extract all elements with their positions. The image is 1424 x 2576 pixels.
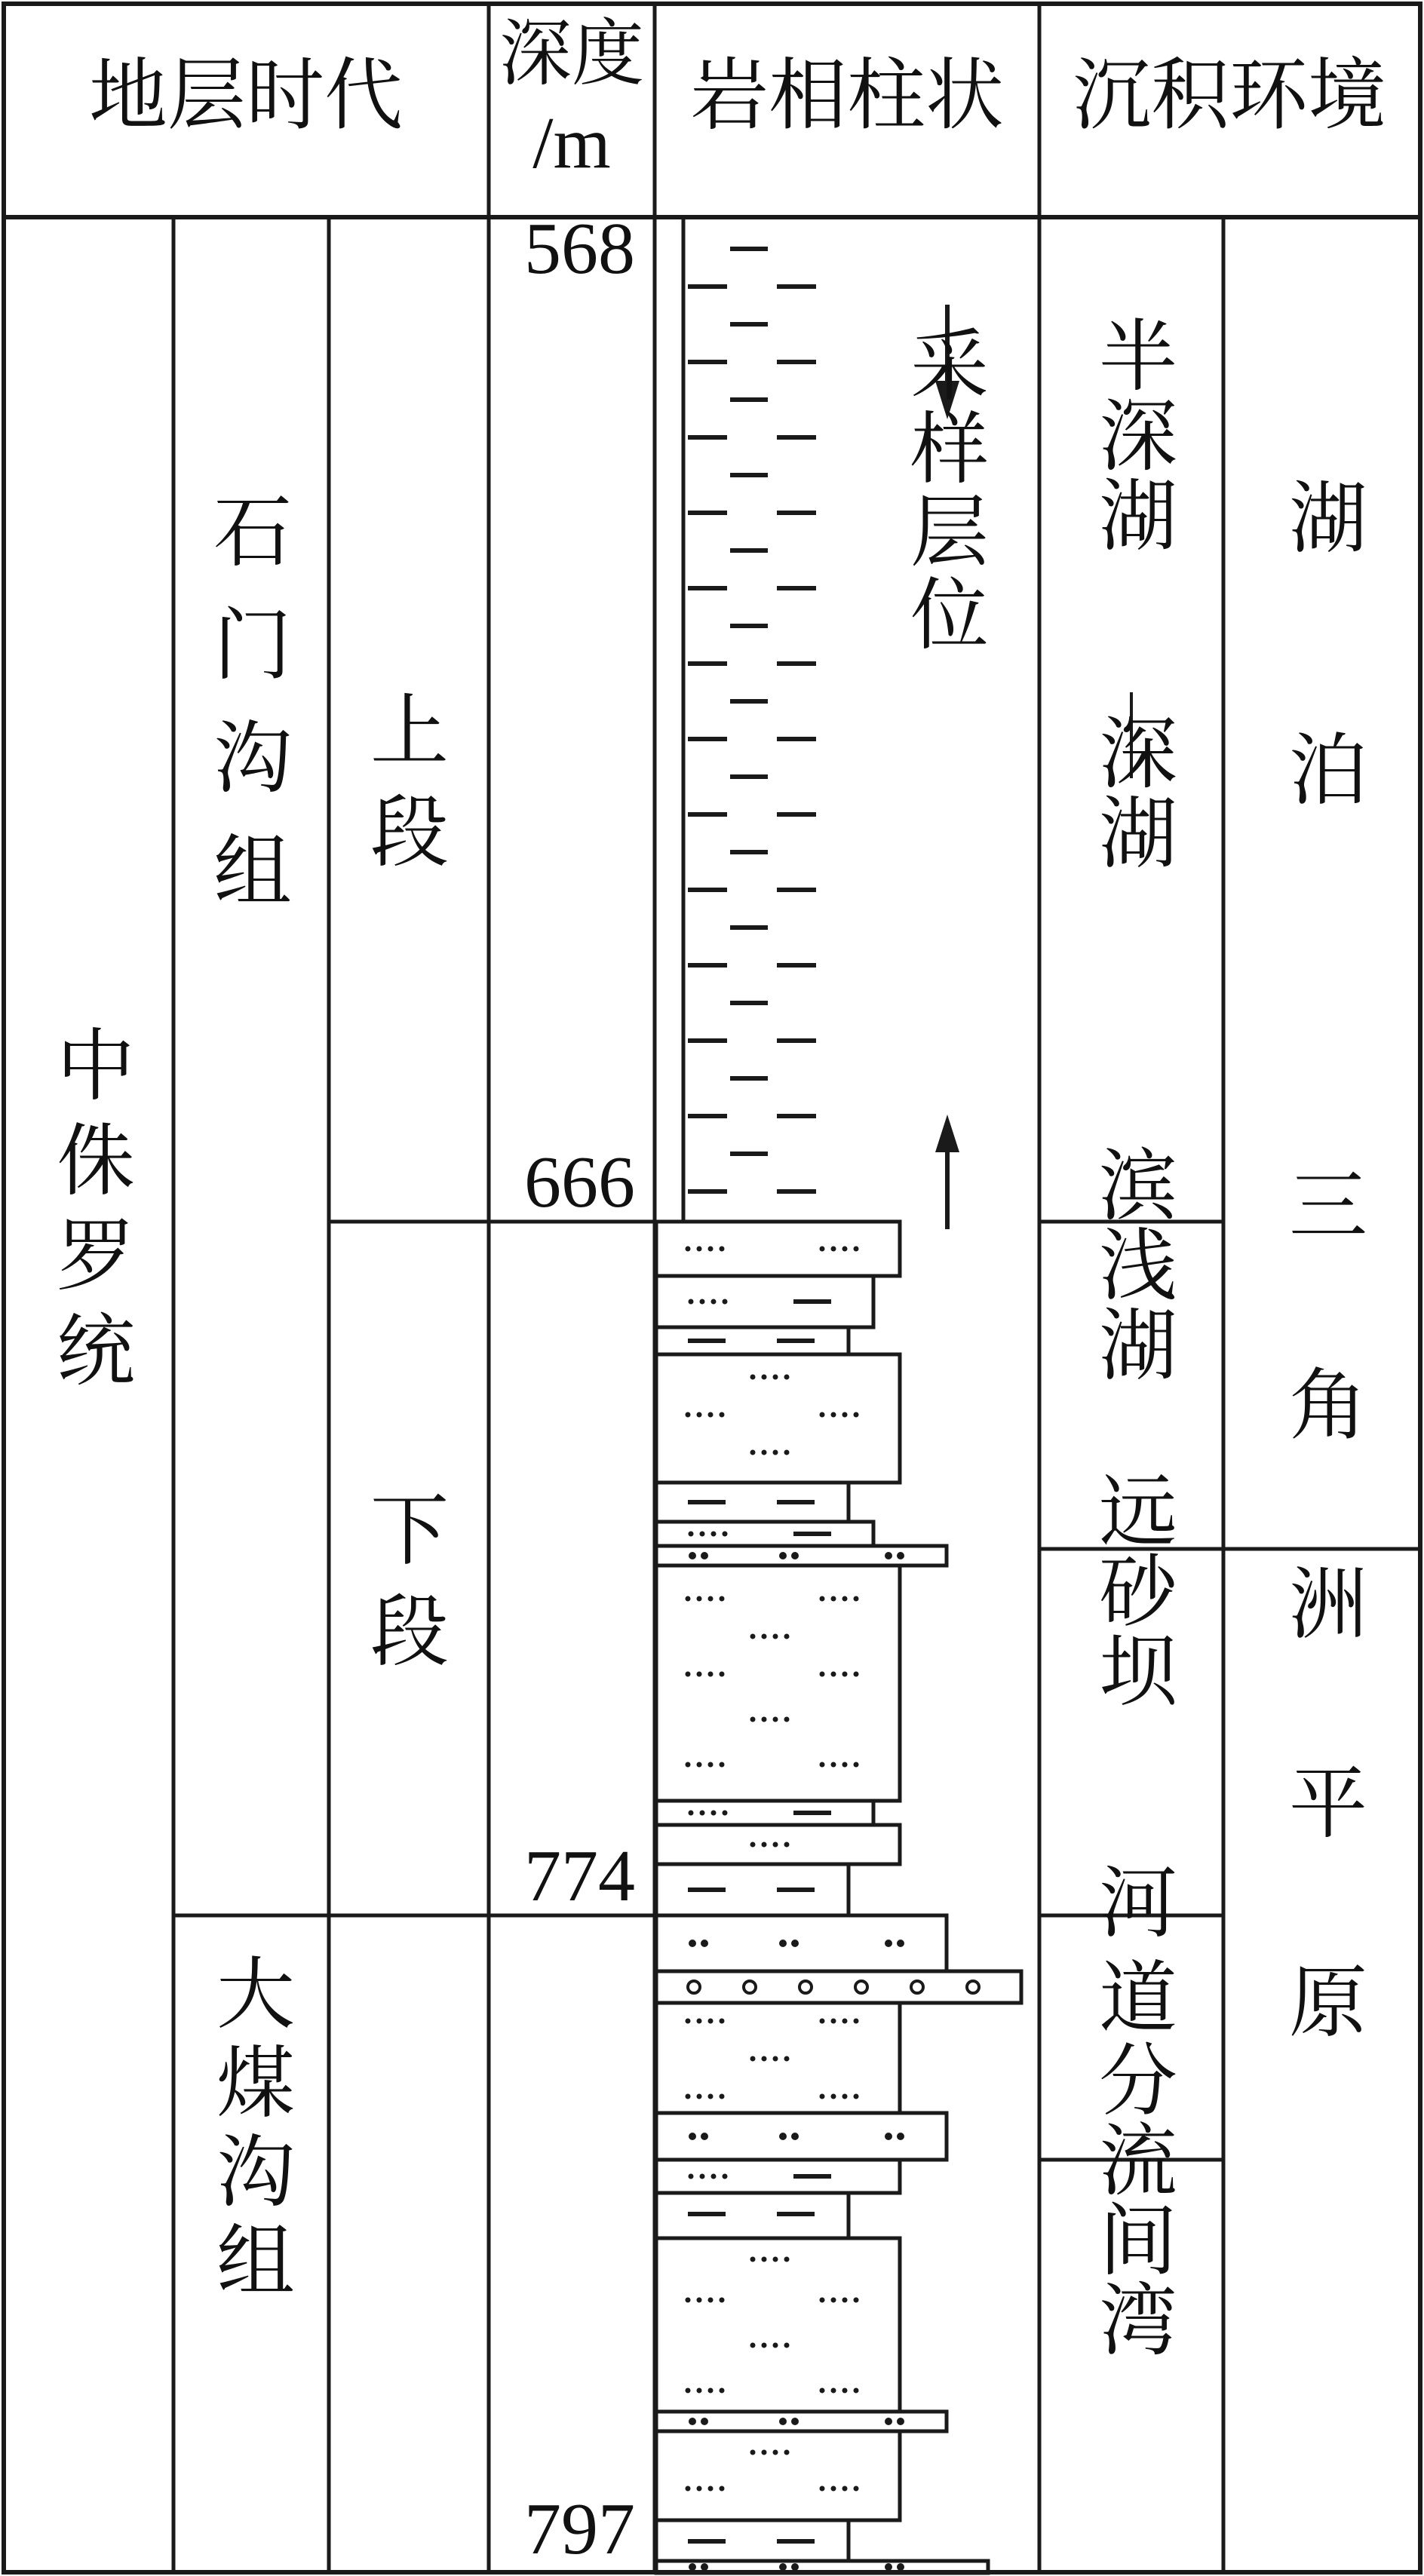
depth-label: 774 bbox=[524, 1835, 635, 1917]
depth-labels bbox=[524, 208, 635, 2570]
sand-grain-dot bbox=[762, 1842, 767, 1848]
sand-grain-dot bbox=[897, 1552, 904, 1559]
sand-grain-dot bbox=[708, 1762, 714, 1768]
sand-grain-dot bbox=[885, 2133, 892, 2140]
sand-grain-dot bbox=[720, 1672, 725, 1677]
member-lower-label: 下段 bbox=[357, 1489, 449, 1691]
sand-grain-dot bbox=[708, 1412, 714, 1418]
sand-grain-dot bbox=[779, 1552, 787, 1559]
sand-grain-dot bbox=[854, 1596, 859, 1602]
sand-grain-dot bbox=[697, 2094, 702, 2099]
sand-grain-dot bbox=[784, 2450, 790, 2455]
sand-grain-dot bbox=[779, 1940, 787, 1947]
sand-grain-dot bbox=[686, 1247, 691, 1252]
subfacies-semi-deep-lake: 半深湖 bbox=[1085, 314, 1177, 554]
sand-grain-dot bbox=[820, 1596, 825, 1602]
sampling-horizon-label: 采样层位 bbox=[897, 324, 989, 656]
sand-grain-dot bbox=[820, 2486, 825, 2492]
sand-grain-dot bbox=[686, 2094, 691, 2099]
sand-grain-dot bbox=[791, 2418, 799, 2425]
sand-grain-dot bbox=[708, 2298, 714, 2303]
sand-grain-dot bbox=[762, 2343, 767, 2348]
sand-grain-dot bbox=[720, 2094, 725, 2099]
header-sedimentary-environment: 沉积环境 bbox=[1072, 49, 1387, 141]
sandstone-bed bbox=[656, 1222, 900, 1276]
sand-grain-dot bbox=[689, 1552, 696, 1559]
sand-grain-dot bbox=[842, 2019, 848, 2024]
sand-grain-dot bbox=[689, 2563, 696, 2571]
depth-label: 666 bbox=[524, 1142, 635, 1223]
sand-grain-dot bbox=[791, 1940, 799, 1947]
sand-grain-dot bbox=[689, 2133, 696, 2140]
sand-grain-dot bbox=[720, 1412, 725, 1418]
sand-grain-dot bbox=[773, 1842, 778, 1848]
sand-grain-dot bbox=[708, 1596, 714, 1602]
sand-grain-dot bbox=[773, 1634, 778, 1639]
sand-grain-dot bbox=[700, 2174, 705, 2179]
sand-grain-dot bbox=[700, 1532, 705, 1537]
sand-grain-dot bbox=[854, 2388, 859, 2394]
sand-grain-dot bbox=[897, 2563, 904, 2571]
sand-grain-dot bbox=[711, 1811, 717, 1816]
sand-grain-dot bbox=[791, 2133, 799, 2140]
sand-grain-dot bbox=[842, 2388, 848, 2394]
sand-grain-dot bbox=[773, 2056, 778, 2062]
sand-grain-dot bbox=[750, 1842, 756, 1848]
sand-grain-dot bbox=[842, 1762, 848, 1768]
sand-grain-dot bbox=[791, 1552, 799, 1559]
sandstone-bed bbox=[656, 2003, 900, 2113]
header-lithology-column: 岩相柱状 bbox=[689, 49, 1005, 141]
mudstone-bed bbox=[683, 217, 816, 1223]
sandstone-bed bbox=[656, 1354, 900, 1483]
mudstone-dash-pattern bbox=[688, 249, 816, 1191]
sand-grain-dot bbox=[720, 2486, 725, 2492]
sand-grain-dot bbox=[762, 1450, 767, 1455]
sand-grain-dot bbox=[711, 2174, 717, 2179]
sand-grain-dot bbox=[686, 1596, 691, 1602]
sand-grain-dot bbox=[784, 1717, 790, 1722]
sand-grain-dot bbox=[689, 1940, 696, 1947]
mudstone-bed bbox=[656, 2193, 849, 2238]
sand-grain-dot bbox=[720, 2388, 725, 2394]
sand-grain-dot bbox=[773, 1375, 778, 1380]
subfacies-distal-bar: 远砂坝 bbox=[1085, 1470, 1177, 1710]
formation-upper-label: 石门沟组 bbox=[200, 490, 292, 943]
sand-grain-dot bbox=[720, 2298, 725, 2303]
sand-grain-dot bbox=[701, 1940, 708, 1947]
sand-grain-dot bbox=[773, 2450, 778, 2455]
sand-grain-dot bbox=[820, 2298, 825, 2303]
facies-labels bbox=[1275, 477, 1367, 2160]
member-upper-label: 上段 bbox=[357, 689, 449, 891]
sand-grain-dot bbox=[697, 2019, 702, 2024]
sand-grain-dot bbox=[750, 1375, 756, 1380]
sand-grain-dot bbox=[831, 2298, 836, 2303]
sand-grain-dot bbox=[897, 1940, 904, 1947]
sand-grain-dot bbox=[686, 1672, 691, 1677]
header-depth: 深度 bbox=[499, 11, 644, 96]
sand-grain-dot bbox=[820, 2094, 825, 2099]
sand-grain-dot bbox=[885, 1552, 892, 1559]
sandstone-bed bbox=[656, 2431, 900, 2520]
sand-grain-dot bbox=[842, 1596, 848, 1602]
sand-grain-dot bbox=[750, 2343, 756, 2348]
sand-grain-dot bbox=[686, 2388, 691, 2394]
sand-grain-dot bbox=[831, 1762, 836, 1768]
sand-grain-dot bbox=[689, 1532, 694, 1537]
sand-grain-dot bbox=[750, 2450, 756, 2455]
sand-grain-dot bbox=[686, 2298, 691, 2303]
sand-grain-dot bbox=[701, 2133, 708, 2140]
sand-grain-dot bbox=[686, 1762, 691, 1768]
sand-grain-dot bbox=[784, 2056, 790, 2062]
sand-grain-dot bbox=[723, 2174, 728, 2179]
subfacies-labels bbox=[1085, 314, 1177, 2359]
sand-grain-dot bbox=[723, 1532, 728, 1537]
sand-grain-dot bbox=[762, 1375, 767, 1380]
sand-grain-dot bbox=[723, 1811, 728, 1816]
sand-grain-dot bbox=[854, 2298, 859, 2303]
sand-grain-dot bbox=[700, 1811, 705, 1816]
sand-grain-dot bbox=[842, 1247, 848, 1252]
subfacies-shore-shallow-lake: 滨浅湖 bbox=[1085, 1144, 1177, 1384]
sand-grain-dot bbox=[701, 1552, 708, 1559]
sand-grain-dot bbox=[854, 1247, 859, 1252]
stratigraphy-labels bbox=[43, 490, 449, 2308]
sand-grain-dot bbox=[750, 2257, 756, 2262]
mudstone-bed bbox=[656, 1483, 849, 1522]
facies-lake: 湖泊 bbox=[1275, 477, 1367, 980]
sand-grain-dot bbox=[708, 1672, 714, 1677]
sand-grain-dot bbox=[701, 2563, 708, 2571]
sand-grain-dot bbox=[831, 2094, 836, 2099]
sand-grain-dot bbox=[831, 1412, 836, 1418]
sand-grain-dot bbox=[708, 2486, 714, 2492]
sandstone-bed bbox=[656, 2238, 900, 2412]
sand-grain-dot bbox=[854, 1672, 859, 1677]
sand-grain-dot bbox=[791, 2563, 799, 2571]
formation-lower-label: 大煤沟组 bbox=[203, 1952, 295, 2308]
sand-grain-dot bbox=[779, 2133, 787, 2140]
sand-grain-dot bbox=[784, 1375, 790, 1380]
sand-grain-dot bbox=[689, 1299, 694, 1305]
sand-grain-dot bbox=[708, 2388, 714, 2394]
subfacies-channel: 河道 bbox=[1085, 1861, 1177, 2051]
sand-grain-dot bbox=[750, 1634, 756, 1639]
sand-grain-dot bbox=[779, 2563, 787, 2571]
sand-grain-dot bbox=[762, 1717, 767, 1722]
sand-grain-dot bbox=[697, 2388, 702, 2394]
sand-grain-dot bbox=[842, 2486, 848, 2492]
header-row bbox=[89, 11, 1386, 184]
sand-grain-dot bbox=[723, 1299, 728, 1305]
sand-grain-dot bbox=[820, 1247, 825, 1252]
sand-grain-dot bbox=[720, 1247, 725, 1252]
sand-grain-dot bbox=[773, 2343, 778, 2348]
depth-label: 568 bbox=[524, 208, 635, 290]
sand-grain-dot bbox=[762, 2450, 767, 2455]
sand-grain-dot bbox=[697, 1596, 702, 1602]
mudstone-bed bbox=[656, 2520, 849, 2561]
sand-grain-dot bbox=[750, 1450, 756, 1455]
sand-grain-dot bbox=[762, 1634, 767, 1639]
sand-grain-dot bbox=[750, 1717, 756, 1722]
sand-grain-dot bbox=[854, 1762, 859, 1768]
sandstone-bed bbox=[656, 1566, 900, 1801]
sand-grain-dot bbox=[784, 2343, 790, 2348]
sand-grain-dot bbox=[820, 2019, 825, 2024]
sand-grain-dot bbox=[897, 2133, 904, 2140]
depth-label: 797 bbox=[524, 2489, 635, 2570]
sand-grain-dot bbox=[831, 1247, 836, 1252]
sand-grain-dot bbox=[697, 1672, 702, 1677]
sand-grain-dot bbox=[697, 1412, 702, 1418]
subfacies-interdistributary-bay: 分流间湾 bbox=[1085, 2039, 1177, 2359]
sand-grain-dot bbox=[773, 2257, 778, 2262]
sand-grain-dot bbox=[720, 1762, 725, 1768]
sand-grain-dot bbox=[820, 2388, 825, 2394]
sand-grain-dot bbox=[885, 2418, 892, 2425]
sand-grain-dot bbox=[831, 2388, 836, 2394]
sand-grain-dot bbox=[784, 1634, 790, 1639]
sand-grain-dot bbox=[820, 1672, 825, 1677]
sand-grain-dot bbox=[708, 1247, 714, 1252]
sand-grain-dot bbox=[885, 2563, 892, 2571]
sand-grain-dot bbox=[854, 2486, 859, 2492]
series-label: 中侏罗统 bbox=[43, 1024, 135, 1404]
sand-grain-dot bbox=[773, 1450, 778, 1455]
sand-grain-dot bbox=[784, 2257, 790, 2262]
mudstone-bed bbox=[656, 1864, 849, 1915]
sand-grain-dot bbox=[842, 1672, 848, 1677]
sand-grain-dot bbox=[700, 1299, 705, 1305]
sand-grain-dot bbox=[708, 2094, 714, 2099]
sand-grain-dot bbox=[831, 2486, 836, 2492]
sand-grain-dot bbox=[831, 1672, 836, 1677]
sand-grain-dot bbox=[686, 2486, 691, 2492]
sand-grain-dot bbox=[762, 2056, 767, 2062]
sand-grain-dot bbox=[750, 2056, 756, 2062]
sand-grain-dot bbox=[697, 2298, 702, 2303]
sand-grain-dot bbox=[689, 1811, 694, 1816]
sand-grain-dot bbox=[773, 1717, 778, 1722]
sand-grain-dot bbox=[784, 1450, 790, 1455]
sand-grain-dot bbox=[854, 2094, 859, 2099]
sand-grain-dot bbox=[762, 2257, 767, 2262]
header-depth-unit: /m bbox=[532, 103, 611, 184]
sand-grain-dot bbox=[686, 2019, 691, 2024]
facies-delta-plain: 三角洲平原 bbox=[1275, 1164, 1367, 2160]
sand-grain-dot bbox=[697, 2486, 702, 2492]
sand-grain-dot bbox=[779, 2418, 787, 2425]
sand-grain-dot bbox=[689, 2174, 694, 2179]
sand-grain-dot bbox=[831, 2019, 836, 2024]
sampling-horizon-marker bbox=[897, 305, 989, 1229]
sand-grain-dot bbox=[689, 2418, 696, 2425]
header-stratigraphic-age: 地层时代 bbox=[88, 49, 404, 141]
sand-grain-dot bbox=[697, 1247, 702, 1252]
sand-grain-dot bbox=[711, 1299, 717, 1305]
sand-grain-dot bbox=[854, 2019, 859, 2024]
subfacies-deep-lake: 深湖 bbox=[1085, 712, 1177, 872]
sand-grain-dot bbox=[720, 2019, 725, 2024]
sand-grain-dot bbox=[711, 1532, 717, 1537]
sand-grain-dot bbox=[820, 1762, 825, 1768]
sand-grain-dot bbox=[842, 1412, 848, 1418]
lower-beds bbox=[656, 1222, 1021, 2573]
sand-grain-dot bbox=[708, 2019, 714, 2024]
sand-grain-dot bbox=[842, 2298, 848, 2303]
mudstone-bed bbox=[656, 1327, 849, 1354]
up-arrow-icon bbox=[935, 1115, 959, 1152]
sand-grain-dot bbox=[686, 1412, 691, 1418]
sand-grain-dot bbox=[720, 1596, 725, 1602]
sand-grain-dot bbox=[897, 2418, 904, 2425]
sand-grain-dot bbox=[784, 1842, 790, 1848]
sand-grain-dot bbox=[820, 1412, 825, 1418]
sand-grain-dot bbox=[697, 1762, 702, 1768]
sand-grain-dot bbox=[885, 1940, 892, 1947]
sand-grain-dot bbox=[854, 1412, 859, 1418]
sand-grain-dot bbox=[831, 1596, 836, 1602]
sand-grain-dot bbox=[842, 2094, 848, 2099]
sand-grain-dot bbox=[701, 2418, 708, 2425]
